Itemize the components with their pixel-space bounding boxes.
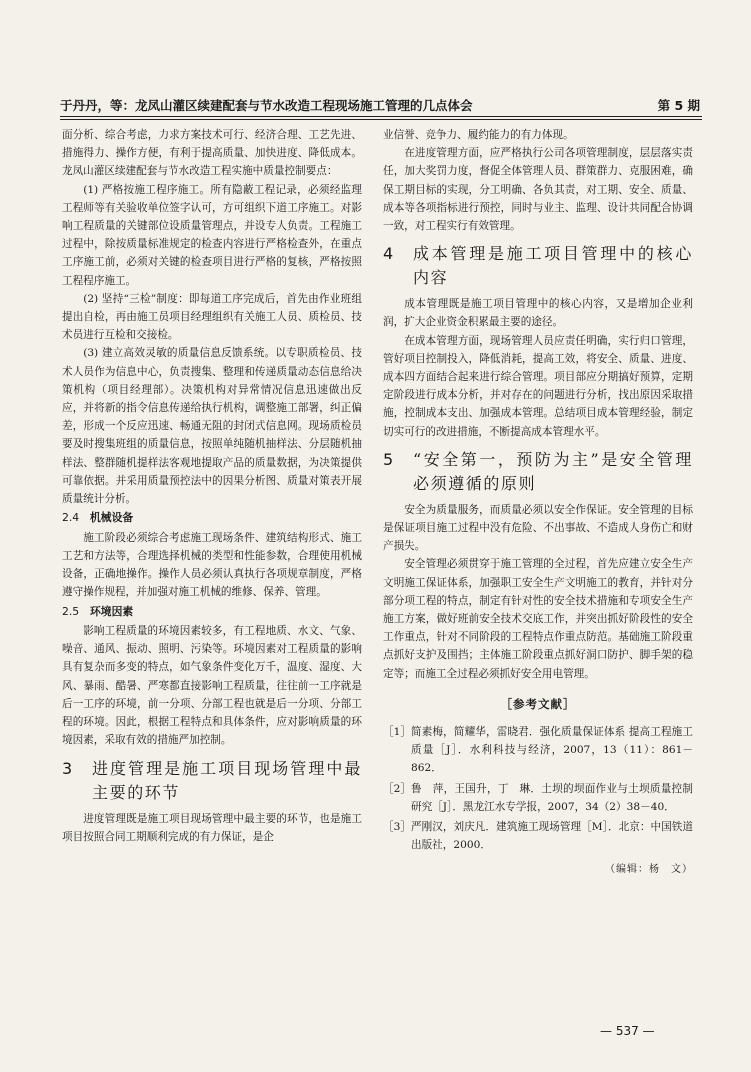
reference-number: ［1］ — [383, 726, 411, 739]
paragraph: 进度管理既是施工项目现场管理中最主要的环节，也是施工项目按照合同工期顺利完成的有力保证，是企 — [62, 812, 362, 843]
reference-number: ［3］ — [383, 821, 411, 834]
reference-text: 严刚汉，刘庆凡．建筑施工现场管理［M］．北京：中国铁道出版社，2000． — [411, 821, 693, 852]
section-heading-3 — [62, 757, 362, 805]
paragraph: 安全为质量服务，而质量必须以安全作保证。安全管理的目标是保证项目施工过程中没有危险、不出事故、不造成人身伤亡和财产损失。 — [383, 503, 693, 553]
section-title: 成本管理是施工项目管理中的核心内容 — [413, 244, 693, 288]
running-header — [60, 96, 700, 114]
section-title: 进度管理是施工项目现场管理中最主要的环节 — [92, 758, 362, 802]
paragraph: (1) 严格按施工程序施工。所有隐蔽工程记录，必须经监理工程师等有关验收单位签字认可，方可组织下道工序施工。对影响工程质量的关键部位设质量管理点，并设专人负责。工程施工过程中，除按质量标准规定的检查内容进行严格检查外，在重点工序施工前，必须对关键的检查项目进行严格的复核，严格按照工程程序施工。 — [62, 183, 362, 287]
page-number: — 537 — — [600, 1024, 655, 1038]
left-column — [62, 126, 362, 846]
paragraph: 安全管理必须贯穿于施工管理的全过程，首先应建立安全生产文明施工保证体系，加强职工安全生产文明施工的教育，并针对分部分项工程的特点，制定有针对性的安全技术措施和专项安全生产施工方案，做好班前安全技术交底工作，并突出抓好阶段性的安全工作重点，针对不同阶段的工程特点作重点防范。基础施工阶段重点抓好支护及围挡；主体施工阶段重点抓好洞口防护、脚手架的稳定等；而施工全过程必须抓好安全用电管理。 — [383, 558, 693, 680]
subsection-title: 机械设备 — [90, 511, 134, 525]
paragraph: 在进度管理方面，应严格执行公司各项管理制度，层层落实责任，加大奖罚力度，督促全体管理人员、群策群力、克服困难，确保工期目标的实现，分工明确、各负其责，对工期、安全、质量、成本等各项指标进行预控，同时与业主、监理、设计共同配合协调一致，对工程实行有效管理。 — [383, 147, 693, 233]
subsection-heading-2-4 — [62, 509, 362, 528]
section-heading-4 — [383, 242, 693, 290]
subsection-heading-2-5 — [62, 603, 362, 622]
paragraph: (3) 建立高效灵敏的质量信息反馈系统。以专职质检员、技术人员作为信息中心，负责搜集、整理和传递质量动态信息给决策机构（项目经理部）。决策机构对异常情况信息迅速做出反应，并将新的指令信息传递给执行机构，调整施工部署，纠正偏差，形成一个反应迅速、畅通无阻的封闭式信息网。现场质检员要及时搜集班组的质量信息，按照单纯随机抽样法、分层随机抽样法、整群随机提样法客观地提取产品的质量数据，为决策提供可靠依据。并采用质量预控法中的因果分析图、质量对策表开展质量统计分析。 — [62, 347, 362, 506]
subsection-title: 环境因素 — [90, 604, 134, 618]
reference-item — [383, 723, 693, 778]
paragraph: 影响工程质量的环境因素较多，有工程地质、水文、气象、噪音、通风、振动、照明、污染等。环境因素对工程质量的影响具有复杂而多变的特点，如气象条件变化万千，温度、湿度、大风、暴雨、酷暑、严寒都直接影响工程质量，往往前一工序就是后一工序的环境，前一分项、分部工程也就是后一分项、分部工程的环境。因此，根据工程特点和具体条件，应对影响质量的环境因素，采取有效的措施严加控制。 — [62, 625, 362, 747]
paragraph: 施工阶段必须综合考虑施工现场条件、建筑结构形式、施工工艺和方法等，合理选择机械的类型和性能参数，合理使用机械设备，正确地操作。操作人员必须认真执行各项规章制度，严格遵守操作规程，并加强对施工机械的维修、保养、管理。 — [62, 531, 362, 599]
reference-text: 鲁 萍，王国升，丁 琳．土坝的坝面作业与土坝质量控制研究［J］．黑龙江水专学报，2007，34（2）38－40． — [411, 782, 693, 813]
paragraph: (2) 坚持“三检”制度：即每道工序完成后，首先由作业班组提出自检，再由施工员项目经理组织有关施工人员、质检员、技术员进行互检和交接检。 — [62, 292, 362, 342]
running-header-title: 于丹丹，等：龙凤山灌区续建配套与节水改造工程现场施工管理的几点体会 — [60, 98, 473, 113]
right-column — [383, 126, 693, 879]
section-number: 5 — [383, 449, 395, 469]
section-heading-5 — [383, 448, 693, 496]
issue-number: 第 5 期 — [657, 98, 700, 113]
header-rule — [60, 116, 702, 120]
paragraph: 成本管理既是施工项目管理中的核心内容，又是增加企业利润，扩大企业资金积累最主要的途径。 — [383, 298, 693, 329]
subsection-number: 2.5 — [62, 604, 80, 618]
subsection-number: 2.4 — [62, 511, 80, 525]
section-number: 3 — [62, 758, 74, 778]
section-number: 4 — [383, 244, 395, 264]
paragraph: 在成本管理方面，现场管理人员应责任明确，实行归口管理，管好项目控制投入，降低消耗，提高工效，将安全、质量、进度、成本四方面结合起来进行综合管理。项目部应分期搞好预算，定期定阶段进行成本分析，并对存在的问题进行分析，找出原因采取措施，控制成本支出、加强成本管理。总结项目成本管理经验，制定切实可行的改进措施，不断提高成本管理水平。 — [383, 334, 693, 438]
section-title: “安全第一，预防为主”是安全管理必须遵循的原则 — [413, 449, 693, 493]
editor-credit: （编辑：杨 文） — [605, 863, 693, 875]
paragraph: 业信誉、竞争力、履约能力的有力体现。 — [383, 129, 574, 141]
references-heading: ［参考文献］ — [500, 696, 576, 711]
reference-item — [383, 780, 693, 816]
paragraph: 面分析、综合考虑，力求方案技术可行、经济合理、工艺先进、措施得力、操作方便，有利于提高质量、加快进度、降低成本。龙凤山灌区续建配套与节水改造工程实施中质量控制要点： — [62, 129, 362, 178]
reference-item — [383, 818, 693, 854]
reference-number: ［2］ — [383, 782, 411, 795]
reference-text: 简素梅，简耀华，雷晓君．强化质量保证体系 提高工程施工质量［J］．水利科技与经济，2007，13（11）：861－862． — [411, 726, 693, 775]
